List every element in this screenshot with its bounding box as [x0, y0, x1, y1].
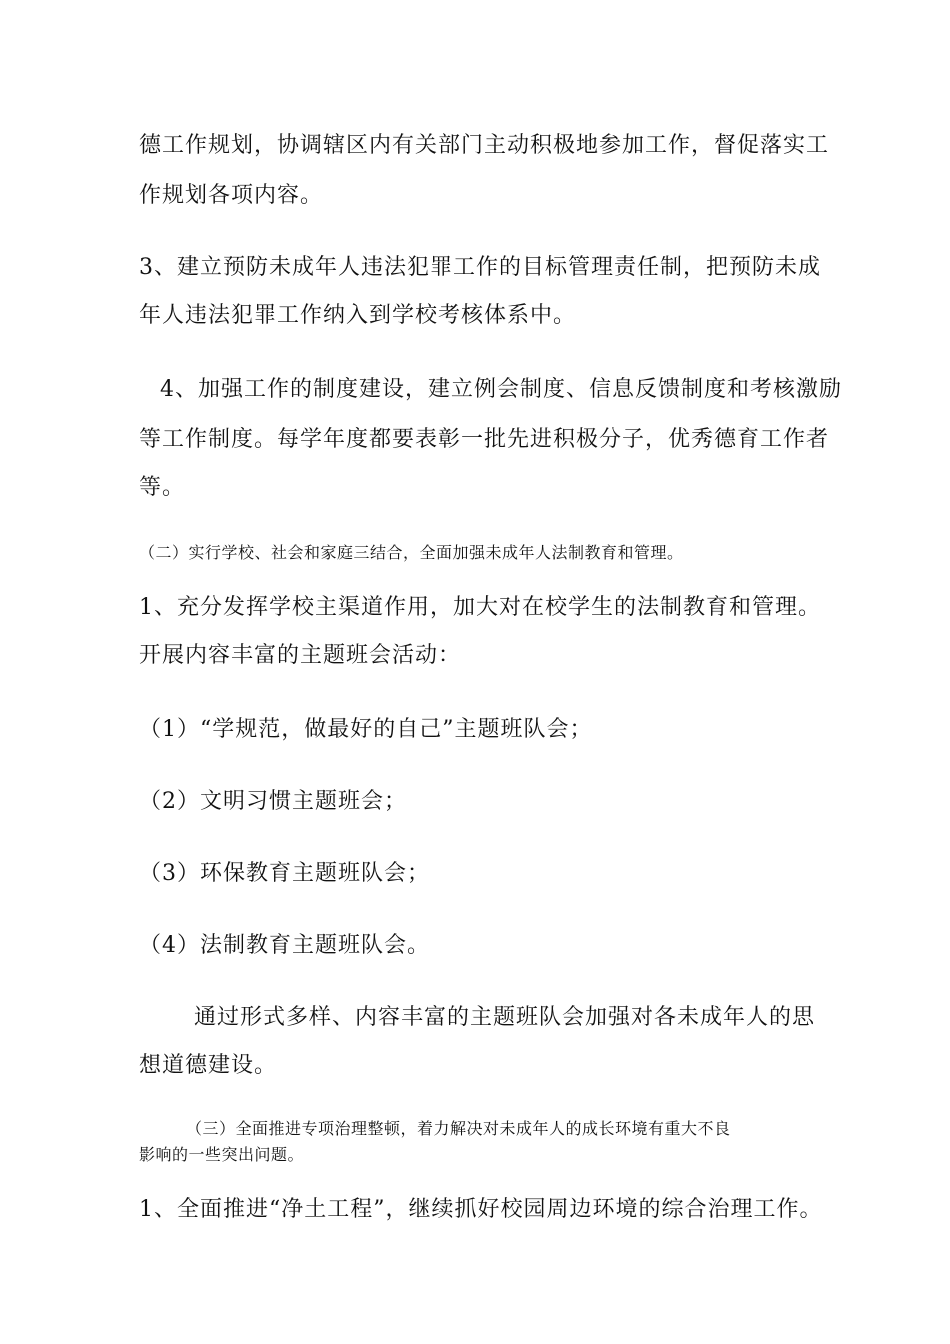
paragraph-2-line-1: 3、建立预防未成年人违法犯罪工作的目标管理责任制，把预防未成 [139, 255, 821, 280]
paragraph-10-line-2: 想道德建设。 [139, 1053, 278, 1078]
list-item-2: （2）文明习惯主题班会； [139, 789, 407, 814]
paragraph-3-line-2: 等工作制度。每学年度都要表彰一批先进积极分子，优秀德育工作者 [139, 427, 830, 452]
section-heading-2: （二）实行学校、社会和家庭三结合，全面加强未成年人法制教育和管理。 [139, 543, 684, 562]
paragraph-1-line-1: 德工作规划，协调辖区内有关部门主动积极地参加工作，督促落实工 [139, 133, 830, 158]
list-item-4: （4）法制教育主题班队会。 [139, 933, 430, 958]
list-item-3: （3）环保教育主题班队会； [139, 861, 430, 886]
paragraph-12-line-1: 1、全面推进“净土工程”，继续抓好校园周边环境的综合治理工作。 [139, 1197, 823, 1222]
paragraph-5-line-2: 开展内容丰富的主题班会活动： [139, 643, 462, 668]
paragraph-5-line-1: 1、充分发挥学校主渠道作用，加大对在校学生的法制教育和管理。 [139, 595, 821, 620]
list-item-1: （1）“学规范，做最好的自己”主题班队会； [139, 717, 593, 742]
paragraph-3-line-3: 等。 [139, 475, 186, 500]
paragraph-2-line-2: 年人违法犯罪工作纳入到学校考核体系中。 [139, 303, 577, 328]
paragraph-3-line-1: 4、加强工作的制度建设，建立例会制度、信息反馈制度和考核激励 [160, 377, 842, 402]
section-heading-3-line-1: （三）全面推进专项治理整顿，着力解决对未成年人的成长环境有重大不良 [186, 1119, 731, 1138]
paragraph-1-line-2: 作规划各项内容。 [139, 183, 324, 208]
section-heading-3-line-2: 影响的一些突出问题。 [139, 1145, 305, 1164]
paragraph-10-line-1: 通过形式多样、内容丰富的主题班队会加强对各未成年人的思 [194, 1005, 816, 1030]
